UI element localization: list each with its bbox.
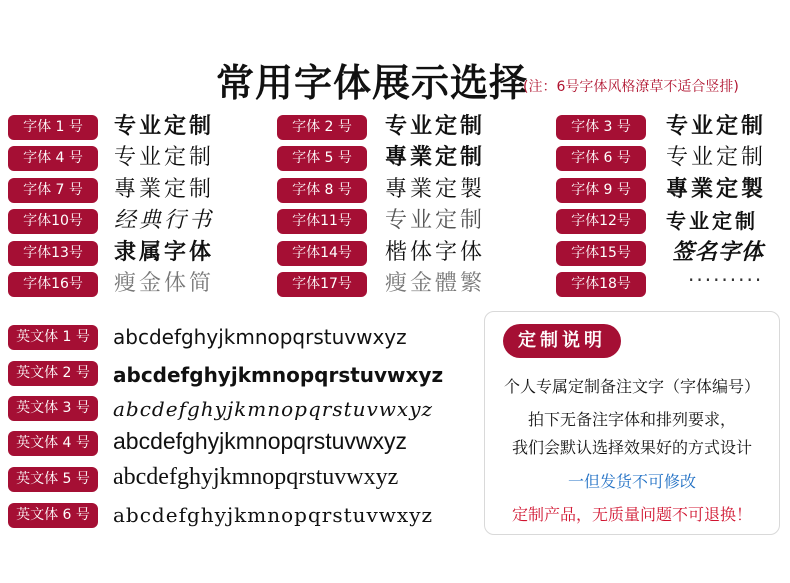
font-sample-15: 签名字体 bbox=[672, 240, 765, 265]
font-badge-10[interactable]: 字体10号 bbox=[8, 209, 98, 234]
font-badge-15[interactable]: 字体15号 bbox=[556, 241, 646, 266]
font-badge-8[interactable]: 字体 8 号 bbox=[277, 178, 367, 203]
font-badge-3[interactable]: 字体 3 号 bbox=[556, 115, 646, 140]
font-badge-16[interactable]: 字体16号 bbox=[8, 272, 98, 297]
panel-line-2: 拍下无备注字体和排列要求， bbox=[527, 410, 736, 429]
panel-line-4: 一但发货不可修改 bbox=[567, 472, 696, 491]
eng-font-sample-4: abcdefghyjkmnopqrstuvwxyz bbox=[113, 428, 408, 454]
font-sample-6: 专业定制 bbox=[666, 145, 767, 170]
font-sample-12: 专业定制 bbox=[666, 209, 758, 233]
panel-title: 定制说明 bbox=[503, 324, 621, 358]
font-sample-2: 专业定制 bbox=[385, 114, 486, 139]
font-badge-7[interactable]: 字体 7 号 bbox=[8, 178, 98, 203]
eng-font-badge-5[interactable]: 英文体 5 号 bbox=[8, 467, 98, 492]
panel-line-3: 我们会默认选择效果好的方式设计 bbox=[511, 438, 752, 457]
font-badge-17[interactable]: 字体17号 bbox=[277, 272, 367, 297]
font-sample-7: 專業定制 bbox=[114, 177, 215, 202]
font-sample-16: 瘦金体简 bbox=[114, 271, 215, 296]
font-sample-3: 专业定制 bbox=[666, 114, 767, 139]
font-sample-1: 专业定制 bbox=[114, 114, 215, 139]
font-badge-6[interactable]: 字体 6 号 bbox=[556, 146, 646, 171]
font-badge-5[interactable]: 字体 5 号 bbox=[277, 146, 367, 171]
font-badge-13[interactable]: 字体13号 bbox=[8, 241, 98, 266]
font-sample-17: 瘦金體繁 bbox=[385, 271, 486, 296]
eng-font-badge-1[interactable]: 英文体 1 号 bbox=[8, 325, 98, 350]
note-text: (注：6号字体风格潦草不适合竖排) bbox=[523, 79, 739, 95]
font-badge-2[interactable]: 字体 2 号 bbox=[277, 115, 367, 140]
customization-panel bbox=[484, 311, 780, 535]
font-badge-9[interactable]: 字体 9 号 bbox=[556, 178, 646, 203]
font-badge-18[interactable]: 字体18号 bbox=[556, 272, 646, 297]
font-sample-14: 楷体字体 bbox=[385, 240, 486, 265]
panel-line-1: 个人专属定制备注文字（字体编号） bbox=[503, 377, 760, 396]
font-sample-10: 经典行书 bbox=[114, 208, 215, 233]
font-sample-5: 專業定制 bbox=[385, 145, 486, 170]
font-badge-4[interactable]: 字体 4 号 bbox=[8, 146, 98, 171]
panel-line-5: 定制产品，无质量问题不可退换！ bbox=[511, 505, 752, 524]
eng-font-sample-1: abcdefghyjkmnopqrstuvwxyz bbox=[113, 325, 407, 349]
font-badge-11[interactable]: 字体11号 bbox=[277, 209, 367, 234]
page-title: 常用字体展示选择 bbox=[216, 61, 529, 105]
font-sample-9: 專業定製 bbox=[666, 177, 767, 202]
eng-font-sample-3: abcdefghyjkmnopqrstuvwxyz bbox=[113, 397, 434, 421]
eng-font-badge-6[interactable]: 英文体 6 号 bbox=[8, 503, 98, 528]
eng-font-badge-4[interactable]: 英文体 4 号 bbox=[8, 431, 98, 456]
font-sample-18: ········· bbox=[688, 268, 764, 292]
font-sample-4: 专业定制 bbox=[114, 145, 215, 170]
font-badge-12[interactable]: 字体12号 bbox=[556, 209, 646, 234]
eng-font-badge-2[interactable]: 英文体 2 号 bbox=[8, 361, 98, 386]
font-sample-13: 隶属字体 bbox=[114, 240, 215, 265]
eng-font-sample-6: abcdefghyjkmnopqrstuvwxyz bbox=[113, 503, 434, 527]
eng-font-sample-2: abcdefghyjkmnopqrstuvwxyz bbox=[113, 363, 444, 387]
font-badge-14[interactable]: 字体14号 bbox=[277, 241, 367, 266]
eng-font-badge-3[interactable]: 英文体 3 号 bbox=[8, 396, 98, 421]
eng-font-sample-5: abcdefghyjkmnopqrstuvwxyz bbox=[113, 464, 399, 490]
font-sample-11: 专业定制 bbox=[385, 208, 486, 233]
font-sample-8: 專業定製 bbox=[385, 177, 486, 202]
font-badge-1[interactable]: 字体 1 号 bbox=[8, 115, 98, 140]
